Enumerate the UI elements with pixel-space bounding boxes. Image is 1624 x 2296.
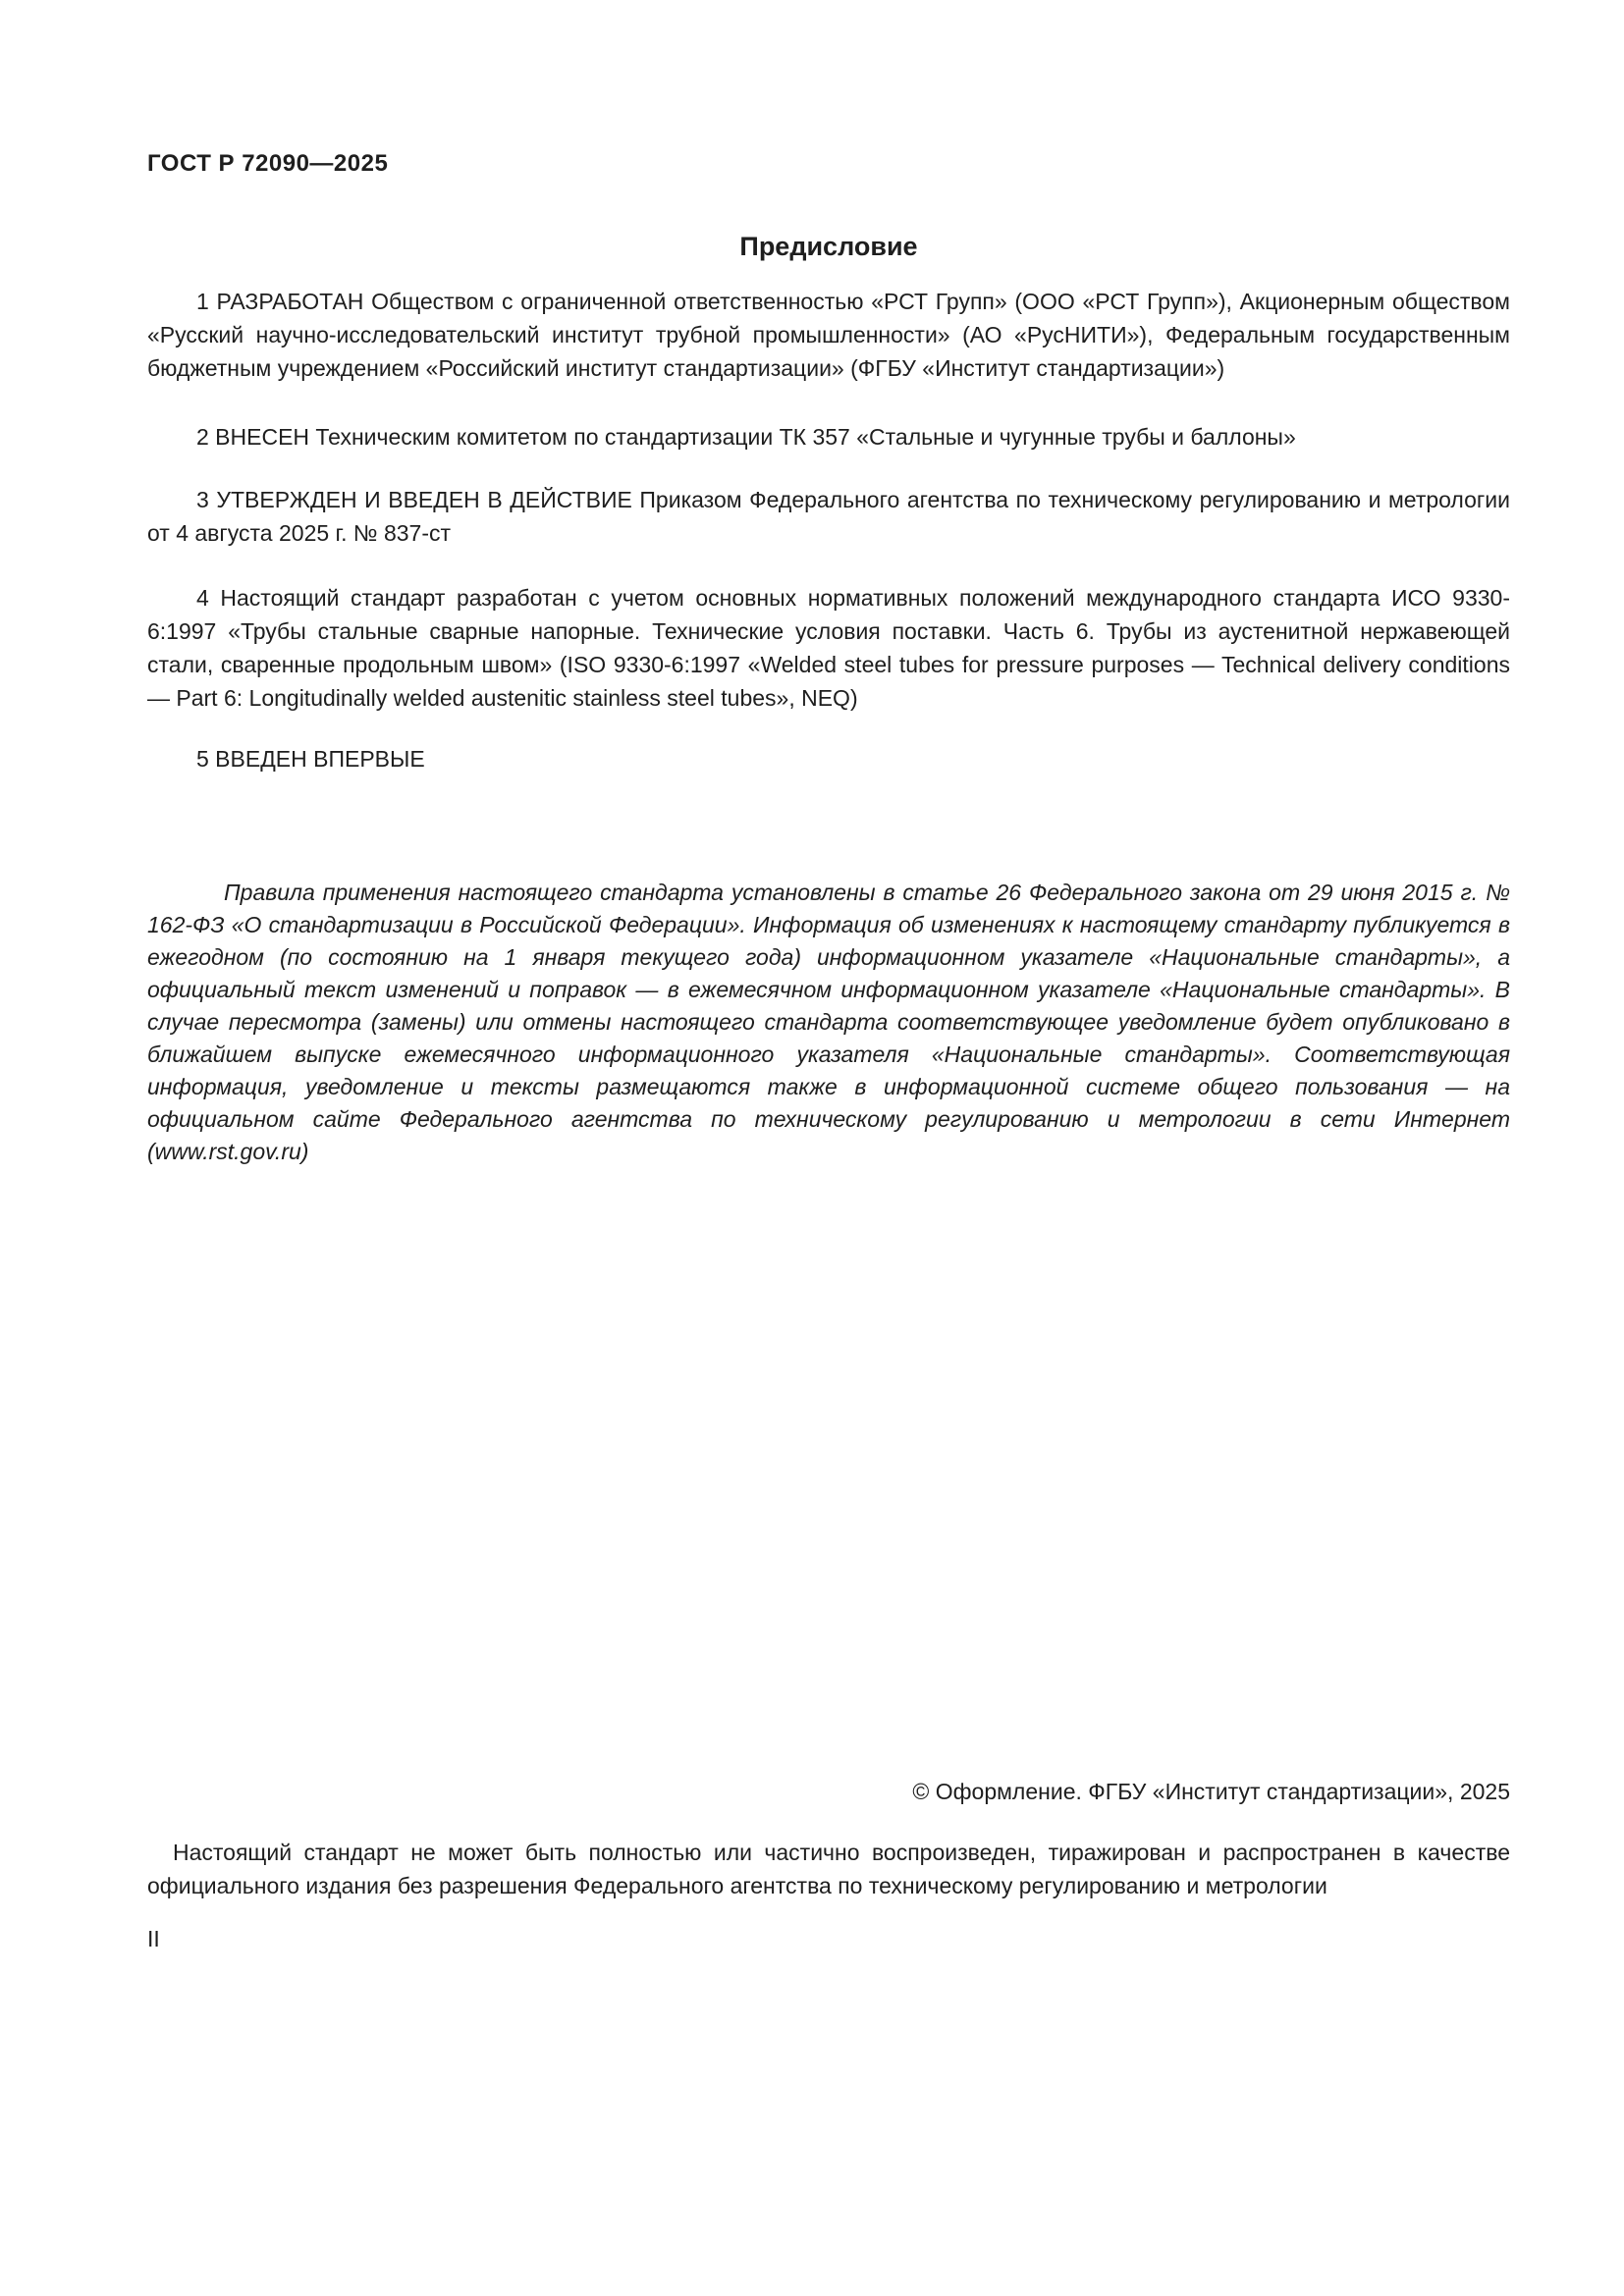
page-content — [147, 149, 1510, 1952]
foreword-item-1: 1 РАЗРАБОТАН Обществом с ограниченной ответственностью «РСТ Групп» (ООО «РСТ Групп»), Акционерным обществом «Русский научно-исследовательский институт трубной промышленности» (АО «РусНИТИ»), Федеральным государственным бюджетным учреждением «Российский институт стандартизации» (ФГБУ «Институт стандартизации») — [147, 289, 1510, 381]
page-title: Предисловие — [739, 232, 918, 261]
doc-code: ГОСТ Р 72090—2025 — [147, 150, 389, 177]
foreword-item-5: 5 ВВЕДЕН ВПЕРВЫЕ — [196, 746, 425, 772]
foreword-item-4: 4 Настоящий стандарт разработан с учетом основных нормативных положений международного стандарта ИСО 9330-6:1997 «Трубы стальные сварные напорные. Технические условия поставки. Часть 6. Трубы из аустенитной нержавеющей стали, сваренные продольным швом» (ISO 9330-6:1997 «Welded steel tubes for pressure purposes — Technical delivery conditions — Part 6: Longitudinally welded austenitic stainless steel tubes», NEQ) — [147, 585, 1510, 711]
foreword-item-2: 2 ВНЕСЕН Техническим комитетом по стандартизации ТК 357 «Стальные и чугунные трубы и баллоны» — [196, 424, 1296, 450]
foreword-section — [147, 285, 1510, 775]
legal-note: Правила применения настоящего стандарта установлены в статье 26 Федерального закона от 29 июня 2015 г. № 162-ФЗ «О стандартизации в Российской Федерации». Информация об изменениях к настоящему стандарту публикуется в ежегодном (по состоянию на 1 января текущего года) информационном указателе «Национальные стандарты», а официальный текст изменений и поправок — в ежемесячном информационном указателе «Национальные стандарты». В случае пересмотра (замены) или отмены настоящего стандарта соответствующее уведомление будет опубликовано в ближайшем выпуске ежемесячного информационного указателя «Национальные стандарты». Соответствующая информация, уведомление и тексты размещаются также в информационной системе общего пользования — на официальном сайте Федерального агентства по техническому регулированию и метрологии в сети Интернет (www.rst.gov.ru) — [147, 880, 1510, 1164]
distribution-note: Настоящий стандарт не может быть полностью или частично воспроизведен, тиражирован и распространен в качестве официального издания без разрешения Федерального агентства по техническому регулированию и метрологии — [147, 1840, 1510, 1898]
copyright-line: © Оформление. ФГБУ «Институт стандартизации», 2025 — [912, 1779, 1510, 1804]
page-number: II — [147, 1926, 160, 1951]
foreword-item-3: 3 УТВЕРЖДЕН И ВВЕДЕН В ДЕЙСТВИЕ Приказом Федерального агентства по техническому регулированию и метрологии от 4 августа 2025 г. № 837-ст — [147, 487, 1510, 546]
